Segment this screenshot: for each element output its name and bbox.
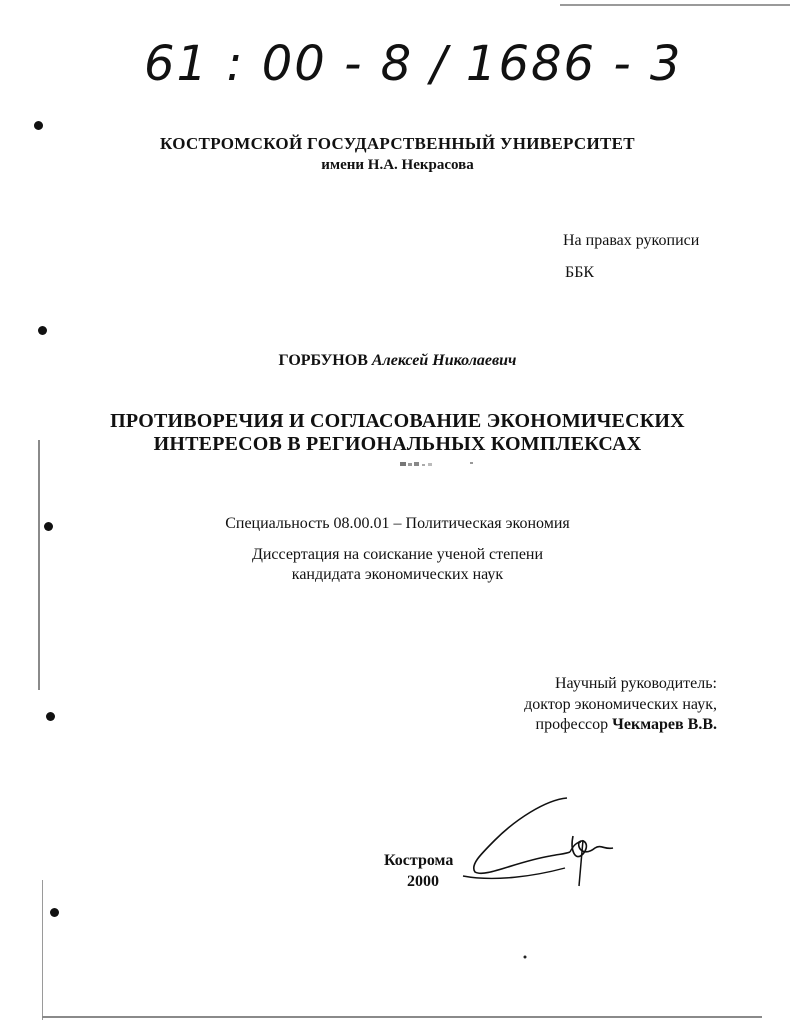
- binding-hole-mark: [50, 908, 59, 917]
- binding-hole-mark: [38, 326, 47, 335]
- scan-edge-top: [560, 4, 790, 6]
- supervisor-title-name: [536, 716, 717, 734]
- dissertation-title-line-1: ПРОТИВОРЕЧИЯ И СОГЛАСОВАНИЕ ЭКОНОМИЧЕСКИХ: [110, 410, 685, 432]
- bbk-label: ББК: [565, 264, 595, 281]
- city: Кострома: [384, 852, 454, 869]
- author-given-names: Алексей Николаевич: [371, 352, 517, 369]
- scan-edge-left-lower: [42, 880, 43, 1020]
- scan-edge-bottom: [42, 1016, 762, 1018]
- handwritten-code-text: 61 : 00 - 8 / 1686 - 3: [144, 36, 683, 92]
- supervisor-name: Чекмарев В.В.: [612, 716, 717, 733]
- scan-smudge: [398, 460, 478, 470]
- scan-edge-left: [38, 440, 40, 690]
- binding-hole-mark: [34, 121, 43, 130]
- author-name: [0, 352, 795, 370]
- university-name: КОСТРОМСКОЙ ГОСУДАРСТВЕННЫЙ УНИВЕРСИТЕТ: [160, 134, 635, 153]
- supervisor-degree: доктор экономических наук,: [524, 696, 717, 713]
- handwritten-signature: [455, 790, 625, 900]
- degree-statement-line-1: Диссертация на соискание ученой степени: [251, 546, 544, 563]
- degree-statement-line-2: кандидата экономических наук: [291, 566, 504, 583]
- dissertation-title-line-2: ИНТЕРЕСОВ В РЕГИОНАЛЬНЫХ КОМПЛЕКСАХ: [153, 433, 642, 455]
- specialty-line: Специальность 08.00.01 – Политическая экономия: [225, 515, 570, 532]
- scan-speck: [522, 954, 528, 960]
- supervisor-title-prefix: профессор: [535, 716, 609, 733]
- year: 2000: [407, 873, 439, 890]
- manuscript-rights-label: На правах рукописи: [563, 232, 700, 249]
- binding-hole-mark: [46, 712, 55, 721]
- university-named-after: имени Н.А. Некрасова: [321, 157, 474, 173]
- author-surname: ГОРБУНОВ: [278, 352, 368, 369]
- handwritten-archive-code: [140, 28, 683, 98]
- supervisor-label: Научный руководитель:: [554, 675, 717, 692]
